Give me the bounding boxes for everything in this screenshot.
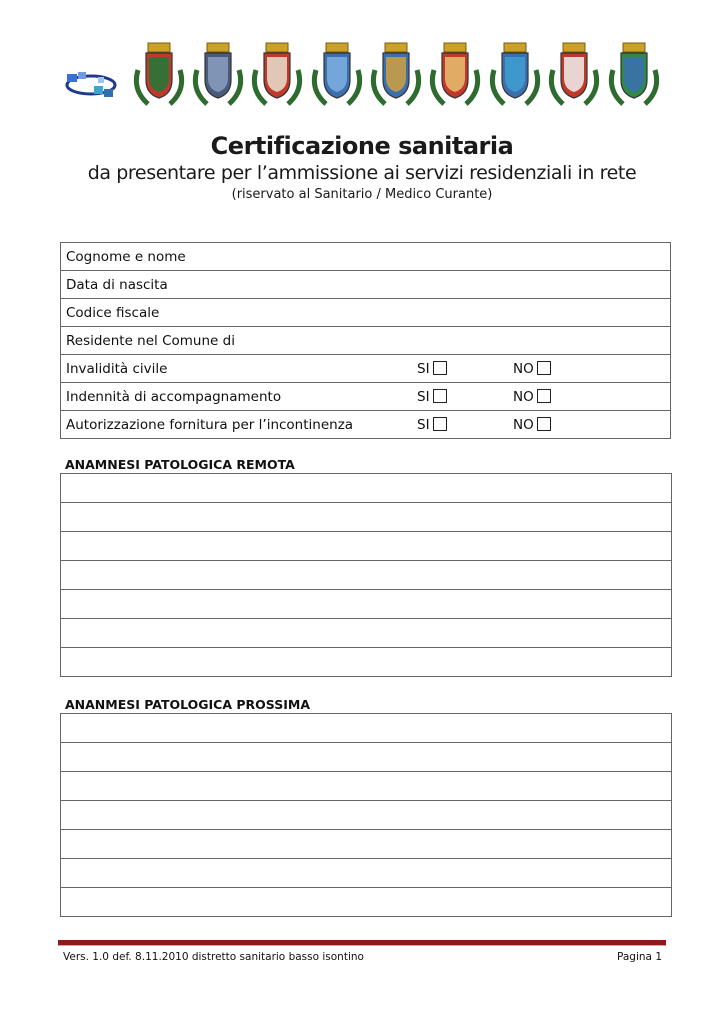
patient-info-table: [60, 242, 671, 439]
form-row: [61, 271, 671, 299]
form-row: [61, 355, 671, 383]
page-title: Certificazione sanitaria: [210, 132, 514, 160]
option-yes-checkbox[interactable]: [417, 361, 447, 377]
checkbox-icon[interactable]: [537, 389, 551, 403]
blank-line-row[interactable]: [61, 888, 671, 917]
municipal-crest-icon: [248, 40, 306, 108]
blank-line-row[interactable]: [61, 714, 671, 743]
blank-line-row[interactable]: [61, 743, 671, 772]
blank-line-row[interactable]: [61, 619, 671, 648]
title-block: [0, 132, 724, 202]
form-field-label[interactable]: Residente nel Comune di: [61, 327, 671, 355]
section-title-remote: ANAMNESI PATOLOGICA REMOTA: [65, 457, 295, 472]
checkbox-icon[interactable]: [537, 361, 551, 375]
blank-line-row[interactable]: [61, 772, 671, 801]
form-field-label: Invalidità civile: [61, 355, 650, 383]
blank-line-row[interactable]: [61, 503, 671, 532]
checkbox-icon[interactable]: [433, 389, 447, 403]
section-title-prossima: ANANMESI PATOLOGICA PROSSIMA: [65, 697, 311, 712]
network-logo-icon: [64, 68, 118, 102]
form-field-label: Autorizzazione fornitura per l’incontinenza: [61, 411, 650, 439]
blank-line-row[interactable]: [61, 561, 671, 590]
municipal-crest-icon: [189, 40, 247, 108]
municipal-crest-icon: [308, 40, 366, 108]
footer-version: Vers. 1.0 def. 8.11.2010 distretto sanitario basso isontino: [63, 951, 364, 963]
option-no-checkbox[interactable]: [513, 389, 551, 405]
municipal-crest-icon: [367, 40, 425, 108]
option-no-label: NO: [513, 361, 534, 377]
form-row: [61, 411, 671, 439]
footer-rule: [58, 940, 666, 946]
blank-line-row[interactable]: [61, 590, 671, 619]
municipal-crest-icon: [605, 40, 663, 108]
form-row: [61, 383, 671, 411]
option-yes-checkbox[interactable]: [417, 389, 447, 405]
checkbox-icon[interactable]: [433, 417, 447, 431]
proxima-history-lines[interactable]: [60, 713, 672, 917]
checkbox-icon[interactable]: [433, 361, 447, 375]
option-yes-label: SI: [417, 361, 430, 377]
option-yes-checkbox[interactable]: [417, 417, 447, 433]
blank-line-row[interactable]: [61, 474, 671, 503]
municipal-crest-icon: [130, 40, 188, 108]
blank-line-row[interactable]: [61, 859, 671, 888]
blank-line-row[interactable]: [61, 648, 671, 677]
form-row: [61, 299, 671, 327]
municipal-crest-icon: [545, 40, 603, 108]
form-field-label[interactable]: Data di nascita: [61, 271, 671, 299]
page-note: (riservato al Sanitario / Medico Curante): [231, 187, 493, 202]
page-subtitle: da presentare per l’ammissione ai servizi residenziali in rete: [87, 162, 637, 184]
option-no-checkbox[interactable]: [513, 417, 551, 433]
blank-line-row[interactable]: [61, 830, 671, 859]
municipal-crest-icon: [486, 40, 544, 108]
option-no-label: NO: [513, 417, 534, 433]
option-yes-label: SI: [417, 389, 430, 405]
form-field-label[interactable]: Cognome e nome: [61, 243, 671, 271]
blank-line-row[interactable]: [61, 532, 671, 561]
header-logos: [60, 40, 660, 110]
option-no-checkbox[interactable]: [513, 361, 551, 377]
blank-line-row[interactable]: [61, 801, 671, 830]
remote-history-lines[interactable]: [60, 473, 672, 677]
form-field-label: Indennità di accompagnamento: [61, 383, 650, 411]
form-row: [61, 327, 671, 355]
option-yes-label: SI: [417, 417, 430, 433]
municipal-crest-icon: [426, 40, 484, 108]
form-row: [61, 243, 671, 271]
checkbox-icon[interactable]: [537, 417, 551, 431]
option-no-label: NO: [513, 389, 534, 405]
form-field-label[interactable]: Codice fiscale: [61, 299, 671, 327]
footer-page-number: Pagina 1: [617, 951, 662, 963]
